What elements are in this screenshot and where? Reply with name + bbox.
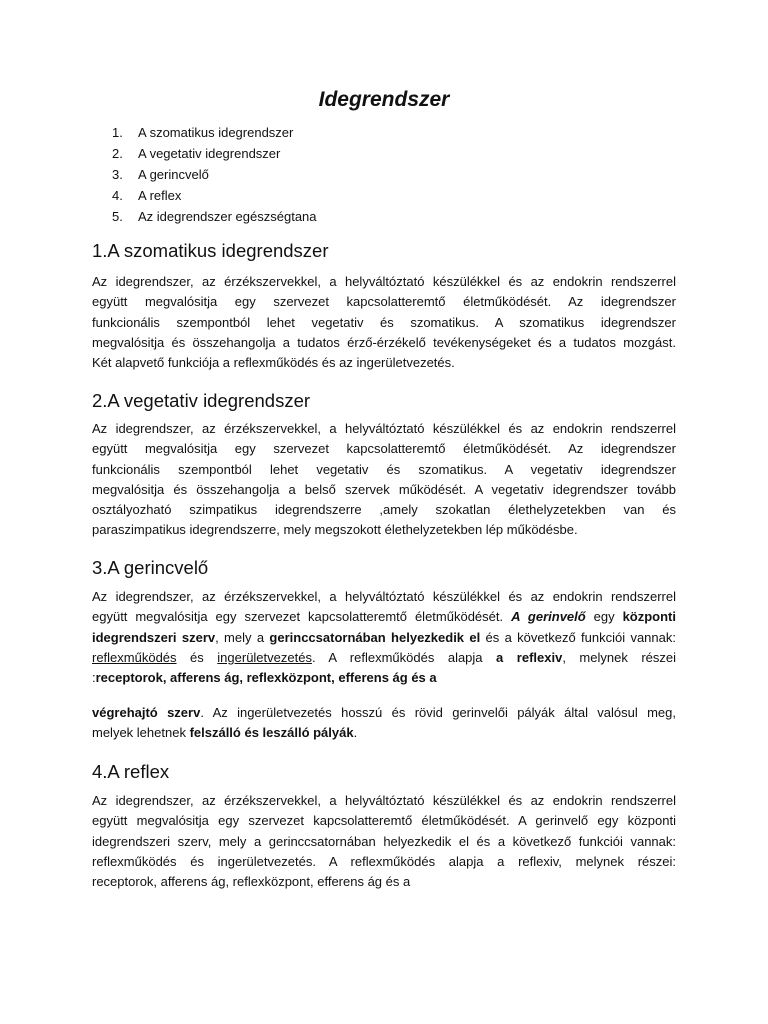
toc-item: 3. A gerincvelő bbox=[112, 167, 209, 182]
document-title: Idegrendszer bbox=[318, 88, 450, 111]
section-heading-somatic: 1.A szomatikus idegrendszer bbox=[92, 240, 329, 261]
section-paragraph-somatic: Az idegrendszer, az érzékszervekkel, a helyváltóztató készülékkel és az endokrin rendszerrel együtt megvalósitja egy szervezet kapcsolatteremtő életműködését. Az idegrendszer funkcionális szempontból lehet vegetativ és szomatikus. A szomatikus idegrendszer megvalósitja és összehangolja a tudatos érző-érzékelő tevékenységeket és a tudatos mozgást. Két alapvető funkciója a reflexműködés és az ingerületvezetés. bbox=[92, 274, 676, 371]
table-of-contents bbox=[112, 122, 317, 227]
toc-item: 1. A szomatikus idegrendszer bbox=[112, 125, 294, 140]
section-heading-spinal-cord: 3.A gerincvelő bbox=[92, 557, 209, 578]
section-paragraph-spinal-cord: Az idegrendszer, az érzékszervekkel, a helyváltóztató készülékkel és az endokrin rendszerrel együtt megvalósitja egy szervezet kapcsolatteremtő életműködését. A gerinvelő egy központi idegrendszeri szerv, mely a gerinccsatornában helyezkedik el és a következő funkciói vannak: reflexműködés és ingerületvezetés. A reflexműködés alapja a reflexiv, melynek részei :receptorok, afferens ág, reflexközpont, efferens ág és a bbox=[92, 589, 677, 686]
section-paragraph-reflex: Az idegrendszer, az érzékszervekkel, a helyváltóztató készülékkel és az endokrin rendszerrel együtt megvalósitja egy szervezet kapcsolatteremtő életműködését. A gerinvelő egy központi idegrendszeri szerv, mely a gerinccsatornában helyezkedik el és a következő funkciói vannak: reflexműködés és ingerületvezetés. A reflexműködés alapja a reflexiv, melynek részei: receptorok, afferens ág, reflexközpont, efferens ág és a bbox=[92, 793, 676, 890]
toc-item: 5. Az idegrendszer egészségtana bbox=[112, 209, 317, 224]
section-heading-reflex: 4.A reflex bbox=[92, 761, 170, 782]
section-paragraph-spinal-cord-continued: végrehajtó szerv. Az ingerületvezetés hosszú és rövid gerinvelői pályák által valósul meg, melyek lehetnek felszálló és leszálló pályák. bbox=[92, 705, 677, 741]
toc-item: 4. A reflex bbox=[112, 188, 182, 203]
section-heading-vegetative: 2.A vegetativ idegrendszer bbox=[92, 390, 311, 411]
toc-item: 2. A vegetativ idegrendszer bbox=[112, 146, 281, 161]
section-paragraph-vegetative: Az idegrendszer, az érzékszervekkel, a helyváltóztató készülékkel és az endokrin rendszerrel együtt megvalósitja egy szervezet kapcsolatteremtő életműködését. Az idegrendszer funkcionális szempontból lehet vegetativ és szomatikus. A vegetativ idegrendszer megvalósitja és összehangolja a belső szervek működését. A vegetativ idegrendszer tovább osztályozható szimpatikus idegrendszerre ,amely szokatlan élethelyzetekben van és paraszimpatikus idegrendszerre, mely megszokott élethelyzetekben lép működésbe. bbox=[92, 421, 676, 538]
